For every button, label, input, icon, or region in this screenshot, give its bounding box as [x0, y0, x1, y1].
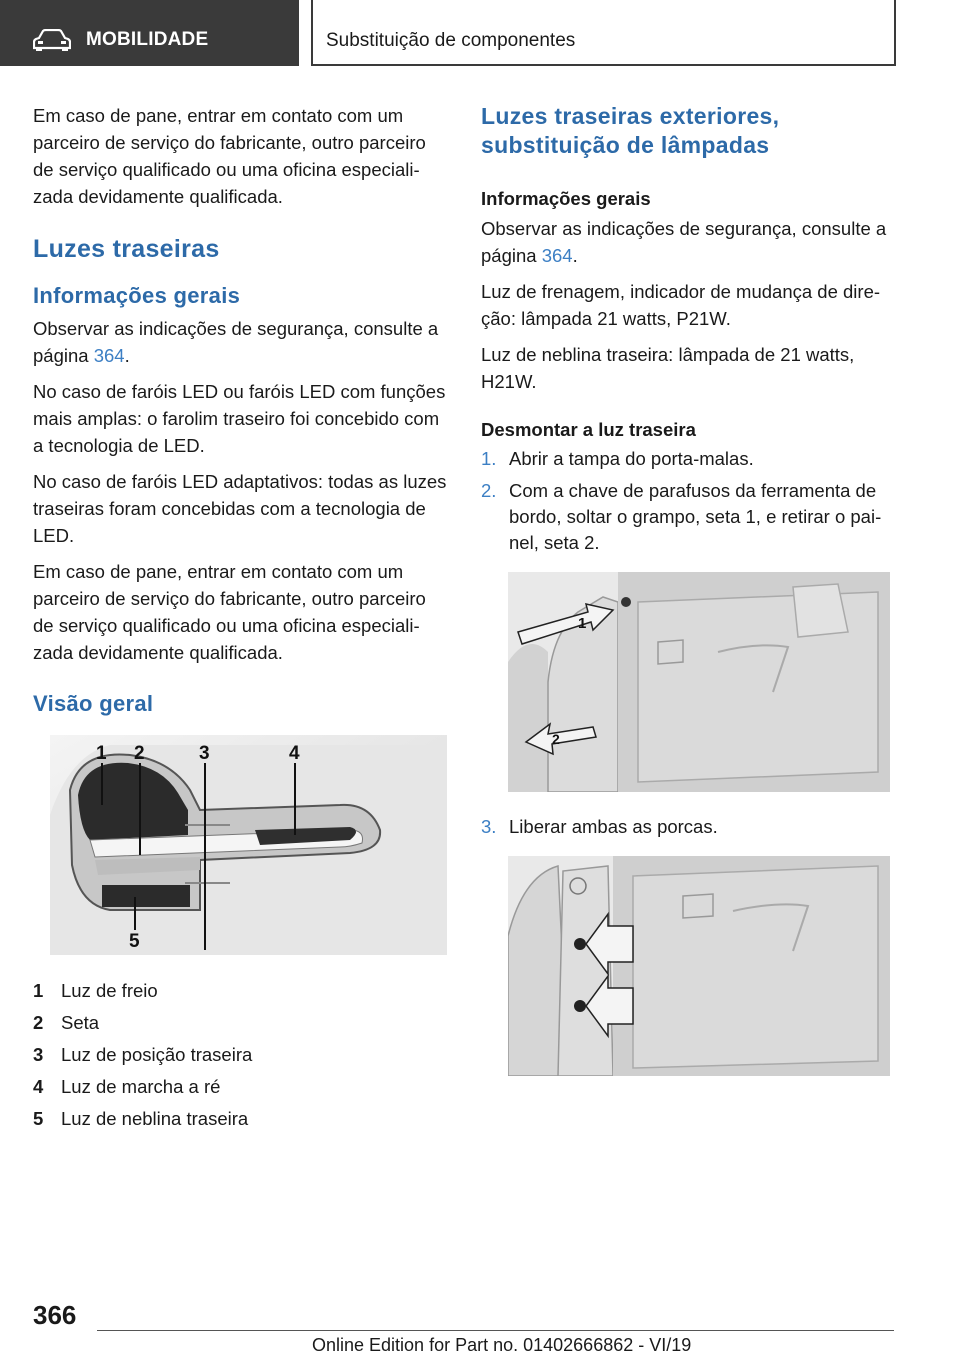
fog-light-paragraph: Luz de neblina traseira: lâmpada de 21 watts, H21W.: [481, 344, 855, 392]
chapter-label: Substituição de componentes: [326, 30, 576, 51]
adaptive-led-paragraph: No caso de faróis LED adaptativos: todas as luzes traseiras foram concebidas com a tecnologia de LED.: [33, 471, 447, 546]
heading-luzes-traseiras: Luzes traseiras: [33, 235, 220, 263]
callout-1: 1: [96, 743, 107, 764]
legend-item: 1 Luz de freio: [33, 980, 158, 1001]
taillight-overview-figure: [50, 735, 447, 955]
heading-visao-geral: Visão geral: [33, 691, 154, 716]
step-item: 1. Abrir a tampa do porta-malas.: [481, 448, 754, 469]
right-column: [481, 102, 893, 1076]
safety-paragraph-right: Observar as indicações de segurança, consulte a página 364.: [481, 218, 887, 266]
footer-divider: [97, 1330, 894, 1331]
page-link-364-right[interactable]: 364: [541, 245, 573, 266]
heading-desmontar: Desmontar a luz traseira: [481, 419, 696, 440]
trunk-panel-figure: [508, 572, 890, 792]
led-paragraph: No caso de faróis LED ou faróis LED com funções mais amplas: o farolim traseiro foi concebido com a tecnologia de LED.: [33, 381, 446, 456]
section-label: MOBILIDADE: [86, 29, 209, 50]
step-item: 3. Liberar ambas as porcas.: [481, 816, 718, 837]
intro-paragraph: Em caso de pane, entrar em contato com um parceiro de serviço do fabricante, outro parceiro de serviço qualificado ou uma oficina especializada devidamente qualificada.: [33, 105, 426, 207]
legend-item: 5 Luz de neblina traseira: [33, 1108, 249, 1129]
arrow-label-2: 2: [552, 731, 560, 747]
nuts-figure: [508, 856, 890, 1076]
arrow-label-1: 1: [578, 615, 587, 632]
footer-edition: Online Edition for Part no. 01402666862 - VI/19: [312, 1335, 692, 1355]
figure-legend: [33, 975, 448, 1135]
heading-informacoes-gerais: Informações gerais: [33, 283, 241, 308]
callout-2: 2: [134, 743, 145, 764]
car-icon: [33, 29, 71, 51]
pane-paragraph: Em caso de pane, entrar em contato com um parceiro de serviço do fabricante, outro parceiro de serviço qualificado ou uma oficina especializada devidamente qualificada.: [33, 561, 426, 663]
callout-5: 5: [129, 931, 140, 952]
legend-item: 4 Luz de marcha a ré: [33, 1076, 221, 1097]
heading-informacoes-gerais-right: Informações gerais: [481, 188, 651, 209]
left-column: [33, 102, 448, 1135]
header-section-tab: [0, 0, 299, 66]
callout-4: 4: [289, 743, 300, 764]
header-chapter-box: [311, 0, 896, 66]
step-item: 2. Com a chave de parafusos da ferramenta de bordo, soltar o grampo, seta 1, e retirar o painel, seta 2.: [481, 480, 882, 553]
steps-list: [481, 446, 893, 556]
legend-item: 3 Luz de posição traseira: [33, 1044, 253, 1065]
legend-item: 2 Seta: [33, 1012, 100, 1033]
page-number: 366: [33, 1300, 77, 1330]
heading-luzes-exteriores: Luzes traseiras exteriores, substituição de lâmpadas: [481, 103, 780, 158]
page-link-364[interactable]: 364: [93, 345, 125, 366]
safety-paragraph: Observar as indicações de segurança, consulte a página 364.: [33, 318, 439, 366]
callout-3: 3: [199, 743, 210, 764]
brake-light-paragraph: Luz de frenagem, indicador de mudança de direção: lâmpada 21 watts, P21W.: [481, 281, 881, 329]
